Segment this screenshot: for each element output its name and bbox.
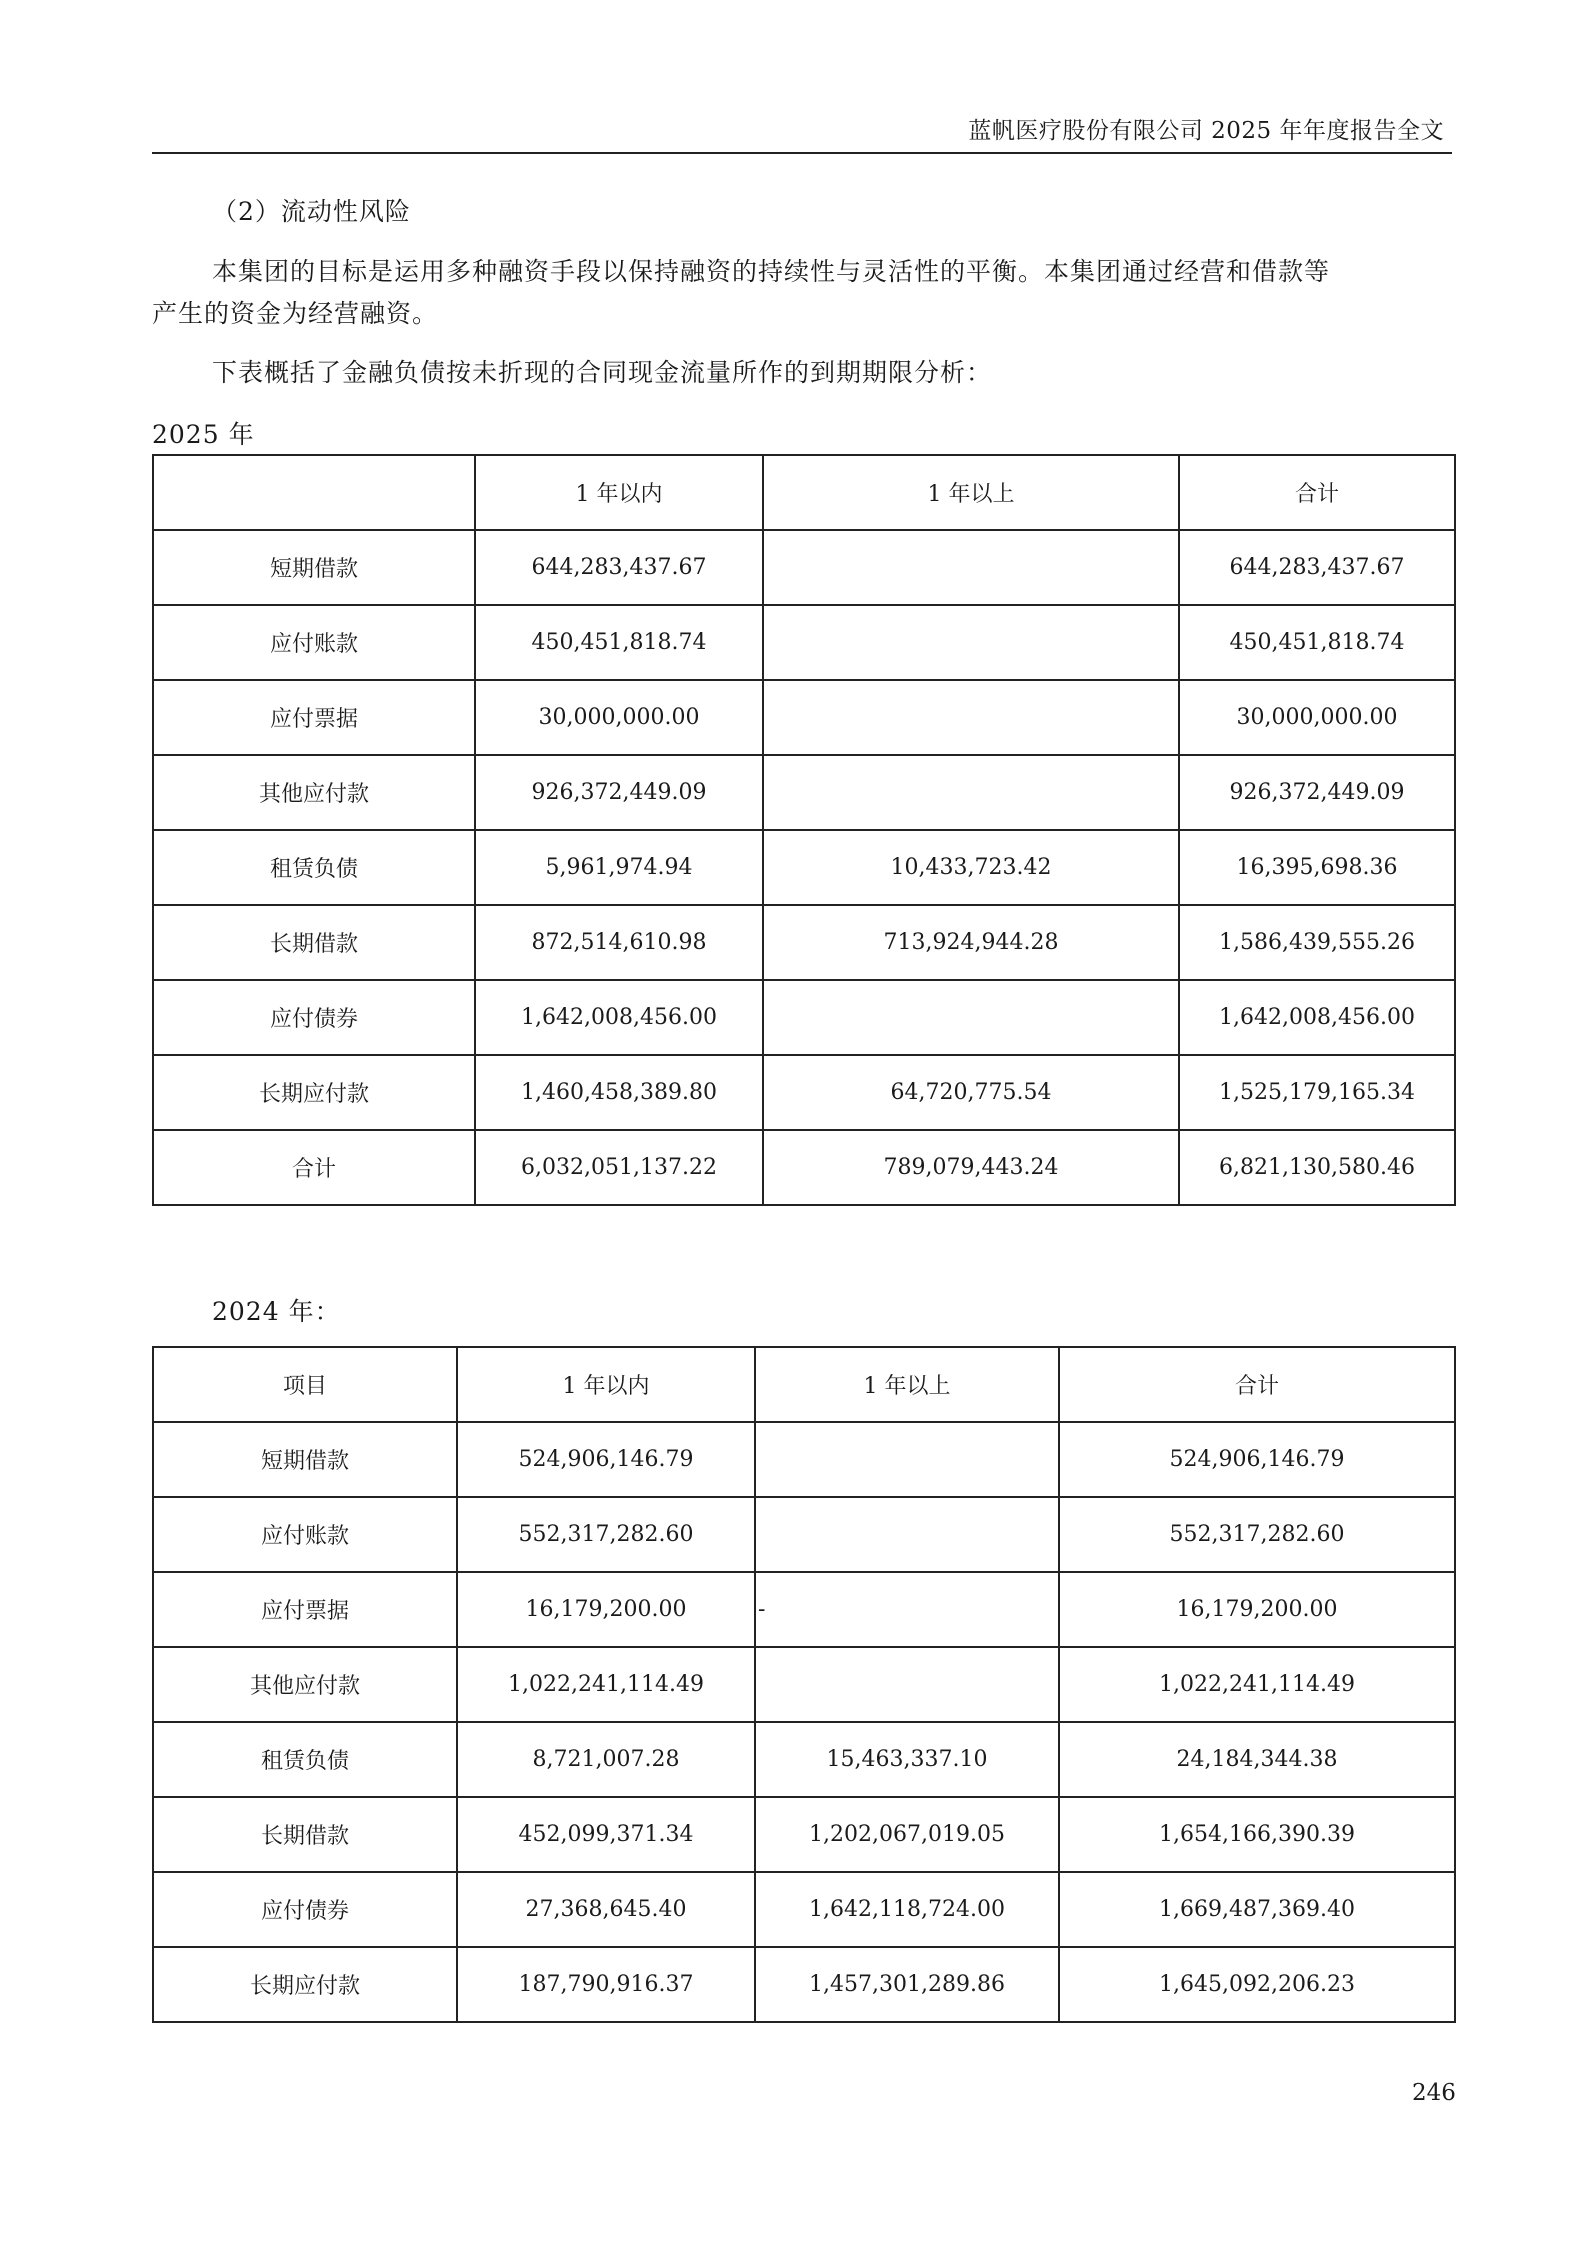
t2024-cell [755,1647,1059,1722]
t2025-row [153,905,1455,980]
t2024-cell: 15,463,337.10 [755,1722,1059,1797]
t2025-header-cell: 1 年以内 [475,455,763,530]
t2024-cell: 27,368,645.40 [457,1872,755,1947]
t2025-row-label: 合计 [153,1130,475,1205]
t2025-cell: 450,451,818.74 [475,605,763,680]
t2024-row [153,1572,1455,1647]
t2024-header-cell: 1 年以上 [755,1347,1059,1422]
t2024-cell [755,1422,1059,1497]
page-header-title: 蓝帆医疗股份有限公司 2025 年年度报告全文 [968,118,1444,144]
t2025-cell: 926,372,449.09 [1179,755,1455,830]
t2024-cell: 16,179,200.00 [457,1572,755,1647]
t2024-header-cell: 合计 [1059,1347,1455,1422]
t2024-row [153,1497,1455,1572]
t2025-row-label: 租赁负债 [153,830,475,905]
t2025-row [153,530,1455,605]
t2025-row [153,830,1455,905]
t2024-row [153,1422,1455,1497]
t2025-cell: 64,720,775.54 [763,1055,1179,1130]
t2024-cell: 1,669,487,369.40 [1059,1872,1455,1947]
t2025-cell: 6,032,051,137.22 [475,1130,763,1205]
t2024-cell: 1,202,067,019.05 [755,1797,1059,1872]
t2024-cell [755,1497,1059,1572]
section-heading: （2）流动性风险 [212,197,411,226]
t2024-cell: 1,457,301,289.86 [755,1947,1059,2022]
t2024-header-row [153,1347,1455,1422]
t2024-cell: 1,645,092,206.23 [1059,1947,1455,2022]
t2024-cell: 8,721,007.28 [457,1722,755,1797]
t2025-cell: 16,395,698.36 [1179,830,1455,905]
t2025-cell [763,530,1179,605]
paragraph-1-line-1: 本集团的目标是运用多种融资手段以保持融资的持续性与灵活性的平衡。本集团通过经营和借款等 [212,257,1331,286]
t2025-row [153,755,1455,830]
t2024-row [153,1722,1455,1797]
t2025-row [153,1130,1455,1205]
t2024-row [153,1947,1455,2022]
t2024-cell: - [755,1572,1059,1647]
t2025-cell: 644,283,437.67 [1179,530,1455,605]
table-2025 [152,454,1456,1206]
paragraph-2: 下表概括了金融负债按未折现的合同现金流量所作的到期期限分析： [212,358,993,387]
t2024-row [153,1872,1455,1947]
t2025-cell [763,980,1179,1055]
paragraph-1-line-2: 产生的资金为经营融资。 [152,299,439,328]
t2025-cell: 1,642,008,456.00 [1179,980,1455,1055]
t2024-cell: 24,184,344.38 [1059,1722,1455,1797]
t2025-row-label: 长期借款 [153,905,475,980]
t2025-row [153,605,1455,680]
t2025-cell: 1,525,179,165.34 [1179,1055,1455,1130]
table-2024-label: 2024 年： [212,1297,341,1326]
t2024-cell: 524,906,146.79 [457,1422,755,1497]
t2024-cell: 1,022,241,114.49 [457,1647,755,1722]
t2024-row-label: 长期借款 [153,1797,457,1872]
t2025-row-label: 短期借款 [153,530,475,605]
t2025-cell: 6,821,130,580.46 [1179,1130,1455,1205]
t2025-cell: 1,460,458,389.80 [475,1055,763,1130]
t2024-cell: 1,022,241,114.49 [1059,1647,1455,1722]
t2025-cell: 450,451,818.74 [1179,605,1455,680]
t2025-header-cell [153,455,475,530]
t2025-cell [763,605,1179,680]
t2024-cell: 452,099,371.34 [457,1797,755,1872]
t2025-header-cell: 1 年以上 [763,455,1179,530]
t2025-row-label: 应付票据 [153,680,475,755]
t2024-cell: 1,642,118,724.00 [755,1872,1059,1947]
t2025-cell: 1,586,439,555.26 [1179,905,1455,980]
t2024-cell: 16,179,200.00 [1059,1572,1455,1647]
t2025-cell: 872,514,610.98 [475,905,763,980]
t2024-row-label: 短期借款 [153,1422,457,1497]
t2024-row-label: 应付债券 [153,1872,457,1947]
t2025-header-row [153,455,1455,530]
t2025-cell: 5,961,974.94 [475,830,763,905]
t2025-cell: 30,000,000.00 [1179,680,1455,755]
t2025-cell: 713,924,944.28 [763,905,1179,980]
t2024-cell: 1,654,166,390.39 [1059,1797,1455,1872]
t2024-cell: 187,790,916.37 [457,1947,755,2022]
table-2025-label: 2025 年 [152,420,255,449]
t2025-cell: 644,283,437.67 [475,530,763,605]
t2025-cell: 1,642,008,456.00 [475,980,763,1055]
t2025-row-label: 应付账款 [153,605,475,680]
page-number: 246 [1412,2080,1456,2106]
t2024-row [153,1647,1455,1722]
t2024-cell: 552,317,282.60 [457,1497,755,1572]
t2025-cell: 30,000,000.00 [475,680,763,755]
t2025-row [153,680,1455,755]
t2025-row-label: 其他应付款 [153,755,475,830]
t2024-row-label: 租赁负债 [153,1722,457,1797]
t2025-cell [763,680,1179,755]
header-rule [152,152,1452,154]
t2024-row-label: 应付票据 [153,1572,457,1647]
t2025-header-cell: 合计 [1179,455,1455,530]
t2024-header-cell: 项目 [153,1347,457,1422]
t2024-cell: 552,317,282.60 [1059,1497,1455,1572]
t2024-cell: 524,906,146.79 [1059,1422,1455,1497]
t2025-cell: 789,079,443.24 [763,1130,1179,1205]
table-2024 [152,1346,1456,2023]
t2024-row [153,1797,1455,1872]
t2025-cell: 10,433,723.42 [763,830,1179,905]
t2024-header-cell: 1 年以内 [457,1347,755,1422]
t2025-row [153,1055,1455,1130]
t2024-row-label: 应付账款 [153,1497,457,1572]
t2025-row-label: 长期应付款 [153,1055,475,1130]
t2025-cell [763,755,1179,830]
t2024-row-label: 长期应付款 [153,1947,457,2022]
t2025-row-label: 应付债券 [153,980,475,1055]
t2025-cell: 926,372,449.09 [475,755,763,830]
t2025-row [153,980,1455,1055]
t2024-row-label: 其他应付款 [153,1647,457,1722]
